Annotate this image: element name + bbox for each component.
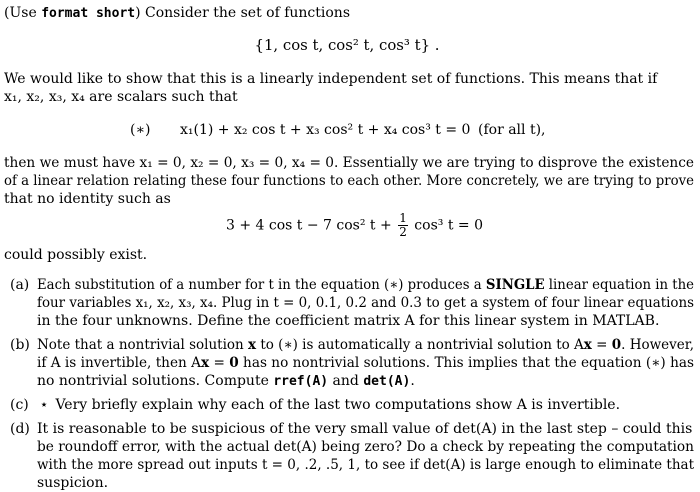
identity-left: 3 + 4 cos t − 7 cos² t + [226,217,392,234]
item-b-text: . [410,373,415,389]
fraction-denominator: 2 [399,225,407,239]
equation-star-note: (for all t), [478,122,546,138]
equation-star-label: (∗) [130,122,151,138]
star-icon: ⋆ [39,397,49,413]
item-b-label: (b) [10,337,30,353]
item-a-line1 [37,276,694,294]
intro-suffix: ) Consider the set of functions [135,5,351,21]
item-d-line3: with the more spread out inputs t = 0, .2, .5, 1, to see if det(A) is large enough to eliminate that [37,457,694,473]
item-d-line4: suspicion. [37,475,109,491]
intro-code: format short [41,6,136,21]
vector-zero: 0 [229,355,239,371]
item-b-text: = [591,337,612,353]
item-a-text: Each substitution of a number for t in the equation (∗) produces a [37,277,486,293]
item-a-line3: in the four unknowns. Define the coefficient matrix A for this linear system in MATLAB. [37,313,660,329]
code-rref: rref(A) [273,374,329,389]
item-c-line1 [37,396,620,414]
item-b-line1 [37,336,694,354]
fraction-numerator: 1 [399,211,407,225]
vector-zero: 0 [611,337,622,353]
intro-line [4,4,350,23]
function-set: {1, cos t, cos² t, cos³ t} . [254,36,440,54]
para2-line3: that no identity such as [4,191,171,207]
vector-x: x [248,337,257,353]
para3: could possibly exist. [4,247,148,263]
item-b-text: = [209,355,230,371]
code-det: det(A) [363,374,411,389]
item-a-label: (a) [10,277,30,293]
item-d-line2: be roundoff error, with the actual det(A) being zero? Do a check by repeating the computation [37,439,694,455]
para1-line2: x₁, x₂, x₃, x₄ are scalars such that [4,89,238,105]
item-a-bold: SINGLE [485,277,545,293]
intro-prefix: (Use [4,5,42,21]
item-b-text: and [328,373,364,389]
para2-line1: then we must have x₁ = 0, x₂ = 0, x₃ = 0, x₄ = 0. Essentially we are trying to disprove the existence [4,155,694,171]
item-b-text: Note that a nontrivial solution [37,337,249,353]
item-a-text: linear equation in the [544,277,694,293]
identity-fraction [398,212,408,239]
item-d-line1: It is reasonable to be suspicious of the very small value of det(A) in the last step – could this [37,421,693,437]
item-b-text: . However, [621,337,694,353]
item-b-text: has no nontrivial solutions. This implies that the equation (∗) has [238,355,695,371]
identity-equation [226,212,483,239]
item-a-line2: four variables x₁, x₂, x₃, x₄. Plug in t = 0, 0.1, 0.2 and 0.3 to get a system of four linear equations [37,295,694,311]
para2-line2: of a linear relation relating these four functions to each other. More concretely, we are trying to prove [4,173,694,189]
item-b-line3 [37,372,415,391]
item-b-text: no nontrivial solutions. Compute [37,373,274,389]
item-b-text: if A is invertible, then A [37,355,201,371]
equation-star-body: x₁(1) + x₂ cos t + x₃ cos² t + x₄ cos³ t = 0 [180,122,471,138]
identity-right: cos³ t = 0 [414,217,483,234]
item-d-label: (d) [10,421,30,437]
para1-line1: We would like to show that this is a linearly independent set of functions. This means that if [4,71,658,87]
item-c-text: Very briefly explain why each of the last two computations show A is invertible. [55,397,621,413]
item-b-text: to (∗) is automatically a nontrivial solution to A [256,337,584,353]
vector-x: x [583,337,592,353]
vector-x: x [200,355,210,371]
item-c-label: (c) [10,397,29,413]
item-b-line2 [37,354,694,372]
